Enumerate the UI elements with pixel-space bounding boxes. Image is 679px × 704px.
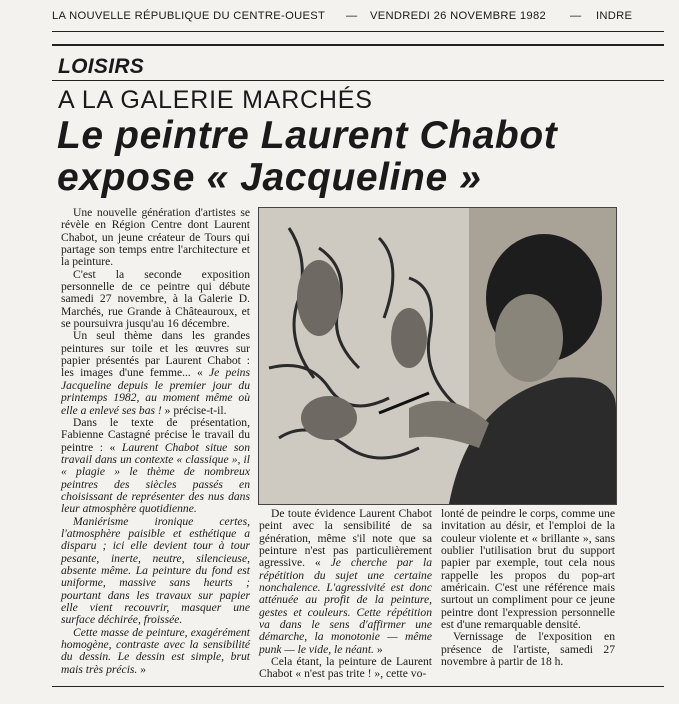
paragraph: Vernissage de l'exposition en présence de l'artiste, samedi 27 novembre à partir de 18 h. (441, 630, 615, 669)
paragraph: Cela étant, la peinture de Laurent Chabot « n'est pas trite ! », cette vo- (259, 655, 432, 681)
quote-run: Je peins Jacqueline depuis le premier jour du printemps 1982, au moment même où elle a enlevé ses bas ! (61, 366, 250, 417)
masthead (52, 8, 664, 28)
text-run: Un seul thème dans les grandes peintures sur toile et les œuvres sur papier présentés par Laurent Chabot : les images d'une femme... « (61, 329, 250, 380)
issue-date: VENDREDI 26 NOVEMBRE 1982 (370, 10, 546, 22)
article-column-3 (441, 508, 615, 668)
paragraph (259, 508, 432, 656)
masthead-dash: — (570, 10, 582, 22)
headline-line-2: expose « Jacqueline » (57, 156, 482, 199)
kicker: A LA GALERIE MARCHÉS (58, 86, 373, 114)
headline-line-1: Le peintre Laurent Chabot (57, 114, 558, 157)
paragraph (61, 417, 250, 516)
paragraph: C'est la seconde exposition personnelle de ce peintre qui débute samedi 27 novembre, à la Galerie D. Marchés, rue Grande à Châteauroux, et se poursuivra jusqu'au 16 décembre. (61, 267, 250, 331)
text-run: » (376, 642, 383, 656)
quote-run: Cette masse de peinture, exagérément homogène, contraste avec la sensibilité du dessin. Le dessin est simple, brut mais très précis. (61, 625, 250, 676)
section-rule-top (52, 44, 664, 46)
article-column-2 (259, 508, 432, 681)
region-label: INDRE (596, 10, 633, 22)
text-run: Dans le texte de présentation, Fabienne Castagné précise le travail du peintre : « (61, 415, 250, 454)
text-run: » précise-t-il. (164, 403, 227, 417)
masthead-dash: — (346, 10, 358, 22)
quote-run: Laurent Chabot situe son travail dans un contexte « classique », il « plagie » le thème de nombreux peintres des siècles passés en choisissant de représenter des nus dans leur atmosphère quotidienne. (61, 440, 250, 516)
painter-photo (258, 207, 617, 505)
paragraph: lonté de peindre le corps, comme une invitation au désir, et l'emploi de la couleur violente et « brillante », sans oublier l'utilisation brut du support papier par exemple, tout cela nous rappelle les propos du pop-art américain. C'est une référence mais surtout un compliment pour ce jeune peintre dont l'expression personnelle est d'une remarquable densité. (441, 507, 615, 632)
article-column-1 (61, 207, 250, 676)
quote-run: Je cherche par la répétition du sujet une certaine nonchalence. L'agressivité est donc atténuée au profit de la peinture, gestes et couleurs. Cette répétition va dans le sens d'affirmer une démarche, la monotonie — même punk — le vide, le néant. (259, 556, 433, 656)
newspaper-name: LA NOUVELLE RÉPUBLIQUE DU CENTRE-OUEST (52, 10, 326, 22)
paragraph: Une nouvelle génération d'artistes se révèle en Région Centre dont Laurent Chabot, un jeune créateur de Tours qui partage son temps entre l'architecture et la peinture. (61, 206, 250, 269)
text-run: De toute évidence Laurent Chabot peint avec la sensibilité de sa génération, même s'il note que sa peinture n'est pas particulièrement agressive. « (259, 507, 432, 570)
paragraph (61, 330, 250, 416)
masthead-rule (52, 31, 664, 32)
bottom-rule (52, 686, 664, 687)
section-label: LOISIRS (58, 55, 145, 78)
photo-image (259, 208, 616, 504)
paragraph (61, 627, 250, 676)
section-rule-bottom (52, 80, 664, 81)
text-run: » (140, 662, 147, 676)
paragraph: Maniérisme ironique certes, l'atmosphère paisible et esthétique a disparu ; ici elle devient tour à tour pesante, inerte, neutre, silencieuse, absente même. La peinture du fond est uniforme, massive sans heurts ; pourtant dans les travaux sur papier elle vient recouvrir, masquer une surface déchirée, froissée. (61, 514, 250, 627)
